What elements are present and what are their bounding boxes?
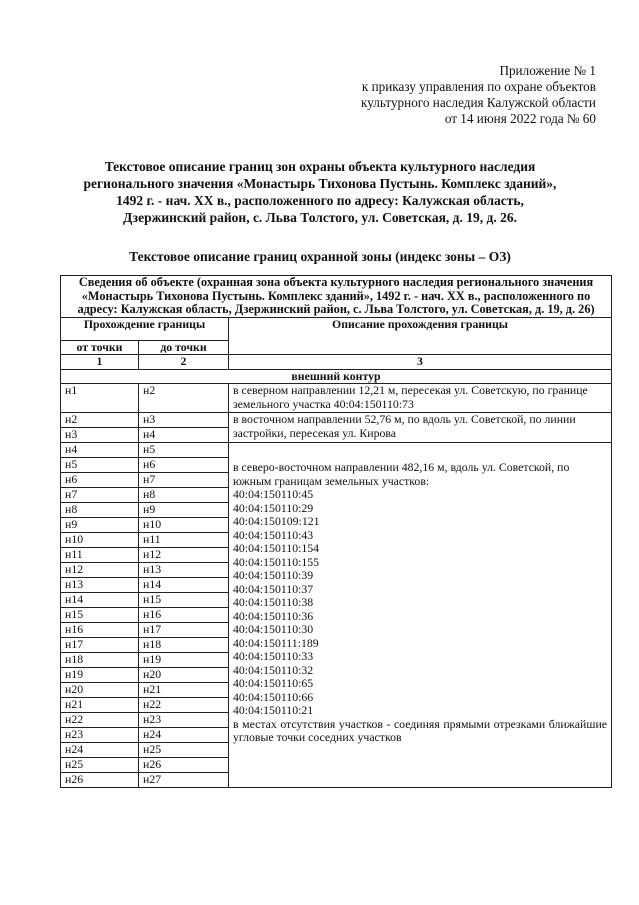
- cadastral-number: 40:04:150110:37: [233, 581, 314, 596]
- point-to: н3: [139, 413, 229, 428]
- table-row: [61, 413, 612, 428]
- table-row: [61, 384, 612, 413]
- cadastral-number: 40:04:150110:38: [233, 595, 314, 609]
- appendix-line: культурного наследия Калужской области: [361, 95, 596, 110]
- cadastral-number: 40:04:150110:155: [233, 554, 320, 569]
- point-to: н2: [139, 384, 229, 413]
- point-from: н21: [61, 698, 139, 713]
- point-from: н14: [61, 593, 139, 608]
- point-from: н19: [61, 668, 139, 683]
- column-number: 1: [61, 355, 139, 370]
- point-to: н25: [139, 743, 229, 758]
- header-from: от точки: [61, 340, 139, 355]
- description-note: в местах отсутствия участков - соединяя прямыми отрезками ближайшие угловые точки соседних участков: [233, 716, 607, 744]
- title-line: Дзержинский район, с. Льва Толстого, ул. Советская, д. 19, д. 26.: [123, 210, 517, 225]
- point-from: н13: [61, 578, 139, 593]
- point-from: н26: [61, 773, 139, 788]
- document-title: [60, 158, 580, 226]
- cadastral-number: 40:04:150110:45: [233, 487, 314, 501]
- point-to: н10: [139, 518, 229, 533]
- boundary-table: [60, 275, 612, 788]
- column-numbers-row: [61, 355, 612, 370]
- point-from: н7: [61, 488, 139, 503]
- point-from: н1: [61, 384, 139, 413]
- point-to: н12: [139, 548, 229, 563]
- point-to: н13: [139, 563, 229, 578]
- point-to: н27: [139, 773, 229, 788]
- point-to: н17: [139, 623, 229, 638]
- point-from: н12: [61, 563, 139, 578]
- point-to: н6: [139, 458, 229, 473]
- point-from: н22: [61, 713, 139, 728]
- point-to: н18: [139, 638, 229, 653]
- cadastral-number: 40:04:150110:21: [233, 703, 314, 717]
- appendix-header: [361, 63, 596, 127]
- point-to: н23: [139, 713, 229, 728]
- header-to: до точки: [139, 340, 229, 355]
- point-to: н22: [139, 698, 229, 713]
- column-number: 2: [139, 355, 229, 370]
- point-from: н18: [61, 653, 139, 668]
- point-to: н16: [139, 608, 229, 623]
- contour-label: внешний контур: [61, 369, 612, 384]
- cadastral-number: 40:04:150111:189: [233, 635, 319, 650]
- table-row: [61, 443, 612, 458]
- point-to: н7: [139, 473, 229, 488]
- point-to: н20: [139, 668, 229, 683]
- header-passage: Прохождение границы: [61, 317, 229, 340]
- cadastral-number: 40:04:150110:30: [233, 622, 314, 636]
- cadastral-number: 40:04:150110:39: [233, 568, 314, 582]
- contour-row: [61, 369, 612, 384]
- point-from: н10: [61, 533, 139, 548]
- point-to: н9: [139, 503, 229, 518]
- point-from: н25: [61, 758, 139, 773]
- cadastral-number: 40:04:150110:29: [233, 500, 314, 515]
- object-info-row: [61, 276, 612, 318]
- point-from: н6: [61, 473, 139, 488]
- segment-description: в северном направлении 12,21 м, пересекая ул. Советскую, по границе земельного участка 40:04:150110:73: [229, 384, 612, 413]
- point-to: н15: [139, 593, 229, 608]
- cadastral-number: 40:04:150110:33: [233, 649, 314, 663]
- cadastral-number: 40:04:150109:121: [233, 514, 320, 528]
- title-line: Текстовое описание границ зон охраны объекта культурного наследия: [104, 159, 536, 174]
- point-from: н17: [61, 638, 139, 653]
- point-to: н5: [139, 443, 229, 458]
- point-from: н24: [61, 743, 139, 758]
- point-to: н26: [139, 758, 229, 773]
- appendix-line: к приказу управления по охране объектов: [361, 79, 596, 94]
- point-from: н15: [61, 608, 139, 623]
- point-to: н19: [139, 653, 229, 668]
- header-description: Описание прохождения границы: [229, 317, 612, 355]
- cadastral-number: 40:04:150110:66: [233, 689, 314, 704]
- point-from: н23: [61, 728, 139, 743]
- point-to: н8: [139, 488, 229, 503]
- title-line: 1492 г. - нач. XX в., расположенного по адресу: Калужская область,: [116, 193, 524, 208]
- header-row: [61, 317, 612, 340]
- cadastral-number: 40:04:150110:154: [233, 541, 320, 555]
- point-to: н11: [139, 533, 229, 548]
- point-from: н11: [61, 548, 139, 563]
- point-from: н5: [61, 458, 139, 473]
- column-number: 3: [229, 355, 612, 370]
- point-from: н3: [61, 428, 139, 443]
- point-to: н4: [139, 428, 229, 443]
- point-from: н9: [61, 518, 139, 533]
- appendix-line: от 14 июня 2022 года № 60: [444, 111, 596, 126]
- point-from: н4: [61, 443, 139, 458]
- cadastral-number: 40:04:150110:32: [233, 662, 314, 677]
- description-intro: в северо-восточном направлении 482,16 м, вдоль ул. Советской, по южным границам земельных участков:: [233, 460, 570, 488]
- point-from: н2: [61, 413, 139, 428]
- segment-description: в восточном направлении 52,76 м, по вдоль ул. Советской, по линии застройки, пересекая ул. Кирова: [229, 413, 612, 443]
- point-from: н20: [61, 683, 139, 698]
- cadastral-number: 40:04:150110:65: [233, 676, 314, 690]
- point-from: н16: [61, 623, 139, 638]
- cadastral-number: 40:04:150110:43: [233, 527, 314, 542]
- point-to: н21: [139, 683, 229, 698]
- appendix-line: Приложение № 1: [499, 63, 596, 78]
- title-line: регионального значения «Монастырь Тихонова Пустынь. Комплекс зданий»,: [83, 176, 557, 191]
- zone-title: Текстовое описание границ охранной зоны (индекс зоны – ОЗ): [129, 249, 511, 264]
- point-from: н8: [61, 503, 139, 518]
- segment-description: [229, 443, 612, 788]
- cadastral-number: 40:04:150110:36: [233, 608, 314, 623]
- point-to: н14: [139, 578, 229, 593]
- point-to: н24: [139, 728, 229, 743]
- object-info-cell: Сведения об объекте (охранная зона объекта культурного наследия регионального значения «Монастырь Тихонова Пустынь. Комплекс зданий», 1492 г. - нач. XX в., расположенного по адресу: Калужская область, Дзержинский район, с. Льва Толстого, ул. Советская, д. 19, д. 26): [61, 276, 612, 318]
